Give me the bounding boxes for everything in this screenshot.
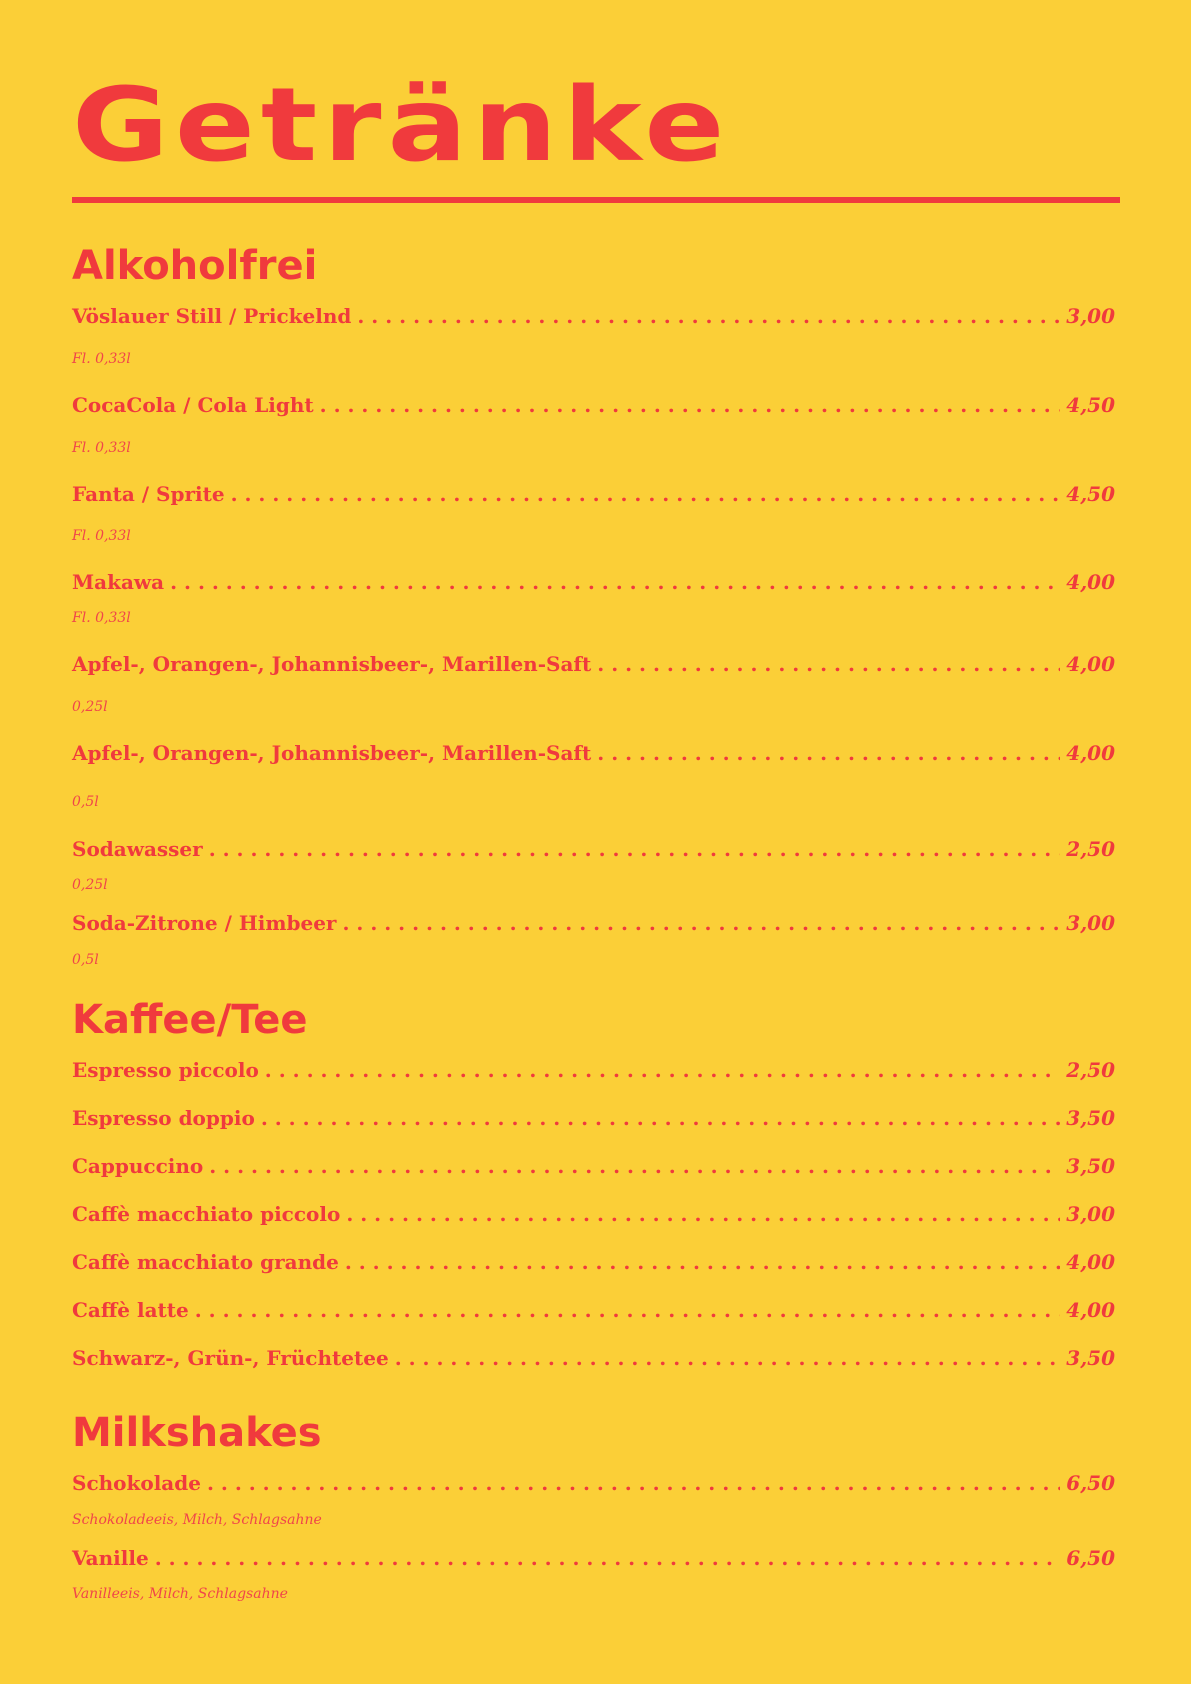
item-description: 0,5l	[72, 794, 99, 810]
dot-leader	[209, 1151, 1060, 1181]
dot-leader	[395, 1343, 1061, 1373]
menu-item	[72, 834, 1115, 864]
menu-item	[72, 1151, 1115, 1181]
item-name: Sodawasser	[72, 837, 203, 861]
dot-leader	[209, 834, 1061, 864]
item-description: 0,25l	[72, 699, 108, 715]
section-title-alkoholfrei: Alkoholfrei	[72, 243, 318, 289]
dot-leader	[345, 1247, 1060, 1277]
menu-item	[72, 1103, 1115, 1133]
item-description: 0,25l	[72, 877, 108, 893]
item-price: 4,50	[1066, 482, 1115, 506]
section-title-milkshakes: Milkshakes	[72, 1410, 322, 1456]
item-description: Fl. 0,33l	[72, 528, 131, 544]
dot-leader	[357, 301, 1060, 331]
menu-item	[72, 301, 1115, 331]
item-description: Fl. 0,33l	[72, 351, 131, 367]
item-name: Cappuccino	[72, 1154, 204, 1178]
menu-item	[72, 1295, 1115, 1325]
item-price: 4,00	[1066, 652, 1115, 676]
item-price: 4,00	[1066, 1298, 1115, 1322]
item-price: 2,50	[1066, 1058, 1115, 1082]
dot-leader	[155, 1543, 1061, 1573]
menu-item	[72, 390, 1115, 420]
item-name: CocaCola / Cola Light	[72, 393, 314, 417]
item-description: Fl. 0,33l	[72, 610, 131, 626]
dot-leader	[597, 738, 1060, 768]
menu-item	[72, 1543, 1115, 1573]
item-name: Caffè latte	[72, 1298, 189, 1322]
menu-item	[72, 908, 1115, 938]
dot-leader	[342, 908, 1060, 938]
dot-leader	[346, 1199, 1060, 1229]
menu-item	[72, 738, 1115, 768]
item-price: 4,50	[1066, 393, 1115, 417]
item-name: Caffè macchiato grande	[72, 1250, 339, 1274]
item-name: Espresso doppio	[72, 1106, 255, 1130]
menu-item	[72, 567, 1115, 597]
item-price: 6,50	[1066, 1546, 1115, 1570]
dot-leader	[195, 1295, 1061, 1325]
menu-item	[72, 1343, 1115, 1373]
item-price: 3,00	[1066, 1202, 1115, 1226]
page-title: Getränke	[72, 65, 731, 185]
section-title-kaffee-tee: Kaffee/Tee	[72, 997, 308, 1043]
dot-leader	[170, 567, 1060, 597]
item-price: 3,50	[1066, 1106, 1115, 1130]
item-name: Espresso piccolo	[72, 1058, 259, 1082]
menu-item	[72, 649, 1115, 679]
menu-item	[72, 1468, 1115, 1498]
item-name: Makawa	[72, 570, 165, 594]
item-description: Fl. 0,33l	[72, 440, 131, 456]
item-description: Vanilleeis, Milch, Schlagsahne	[72, 1586, 288, 1602]
item-name: Soda-Zitrone / Himbeer	[72, 911, 337, 935]
menu-item	[72, 479, 1115, 509]
item-price: 3,00	[1066, 911, 1115, 935]
item-price: 6,50	[1066, 1471, 1115, 1495]
dot-leader	[265, 1055, 1060, 1085]
item-name: Apfel-, Orangen-, Johannisbeer-, Marillen-Saft	[72, 741, 592, 765]
item-price: 2,50	[1066, 837, 1115, 861]
item-name: Vanille	[72, 1546, 149, 1570]
item-price: 4,00	[1066, 570, 1115, 594]
title-divider	[72, 197, 1120, 203]
item-price: 4,00	[1066, 741, 1115, 765]
menu-item	[72, 1199, 1115, 1229]
item-price: 3,50	[1066, 1154, 1115, 1178]
item-name: Fanta / Sprite	[72, 482, 225, 506]
item-price: 3,50	[1066, 1346, 1115, 1370]
dot-leader	[207, 1468, 1060, 1498]
dot-leader	[597, 649, 1060, 679]
item-name: Vöslauer Still / Prickelnd	[72, 304, 352, 328]
dot-leader	[231, 479, 1061, 509]
menu-item	[72, 1055, 1115, 1085]
item-description: Schokoladeeis, Milch, Schlagsahne	[72, 1512, 322, 1528]
dot-leader	[320, 390, 1061, 420]
item-name: Caffè macchiato piccolo	[72, 1202, 341, 1226]
item-description: 0,5l	[72, 952, 99, 968]
menu-item	[72, 1247, 1115, 1277]
item-price: 4,00	[1066, 1250, 1115, 1274]
item-name: Apfel-, Orangen-, Johannisbeer-, Marillen-Saft	[72, 652, 592, 676]
dot-leader	[261, 1103, 1060, 1133]
item-name: Schokolade	[72, 1471, 201, 1495]
item-name: Schwarz-, Grün-, Früchtetee	[72, 1346, 389, 1370]
item-price: 3,00	[1066, 304, 1115, 328]
